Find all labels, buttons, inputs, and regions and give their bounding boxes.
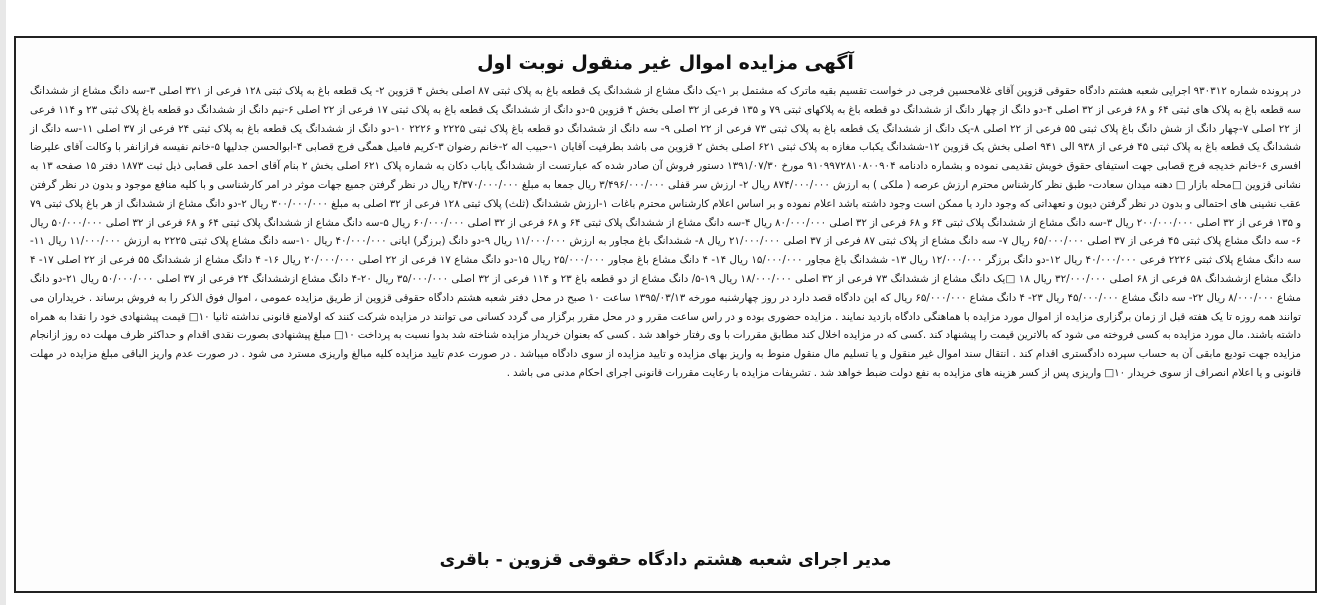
- notice-body: در پرونده شماره ۹۳۰۳۱۲ اجرایی شعبه هشتم دادگاه حقوقی قزوین آقای غلامحسین فرجی در خواست تقسیم بقیه ماترک که مشتمل بر ۱-یک دانگ مشاع از ششدانگ یک قطعه باغ به پلاک ثبتی ۸۷ اصلی بخش ۴ قزوین ۲- یک قطعه باغ به پلاک ثبتی ۱۲۸ فرعی از ۳۲۱ اصلی ۳-سه دانگ مشاع از ششدانگ سه قطعه باغ به پلاک های ثبتی ۶۴ و ۶۸ فرعی از ۳۲ اصلی ۴-دو دانگ از چهار دانگ از ششدانگ دو قطعه باغ به پلاکهای ثبتی ۷۹ و ۱۳۵ فرعی از ۳۲ اصلی بخش ۴ قزوین ۵-دو دانگ از ششدانگ یک قطعه باغ به پلاک ثبتی ۱۷ فرعی از ۲۲ اصلی ۶-نیم دانگ از ششدانگ دو قطعه باغ پلاک ثبتی ۲۳ و ۱۱۴ فرعی از ۲۲ اصلی ۷-چهار دانگ از شش دانگ باغ پلاک ثبتی ۵۵ فرعی از ۲۲ اصلی ۸-یک دانگ از ششدانگ یک قطعه باغ به پلاک ثبتی ۷۳ فرعی از ۲۲ اصلی ۹- سه دانگ از ششدانگ دو قطعه باغ پلاک ثبتی ۲۲۲۵ و ۲۲۲۶ ۱۰-دو دانگ از ششدانگ یک قطعه باغ به پلاک ثبتی ۲۴ فرعی از ۳۷ اصلی ۱۱-سه دانگ از ششدانگ یک قطعه باغ به پلاک ثبتی ۴۵ فرعی از ۹۳۸ الی ۹۴۱ اصلی بخش یک قزوین ۱۲-ششدانگ یکباب مغازه به پلاک ثبتی ۶۲۱ اصلی بخش ۲ قزوین می باشد بطرفیت آقایان ۱-حبیب اله ۲-خانم رضوان ۳-کریم فامیل همگی فرج قصابی ۴-ابوالحسن جدلیها ۵-خانم نفیسه فرازانفر با وکالت آقای علیرضا افسری ۶-خانم خدیجه فرج قصابی جهت استیفای حقوق خویش تقدیمی نموده و بشماره دادنامه ۹۱۰۹۹۷۲۸۱۰۸۰۰۹۰۴ مورخ ۱۳۹۱/۰۷/۳۰ دستور فروش آن صادر شده که عبارتست از ششدانگ یاباب دکان به شماره پلاک ۶۲۱ اصلی بخش ۲ بنام آقای احمد علی قصابی ذیل ثبت ۱۸۷۳ دفتر ۱۵ صفحه ۱۳ به نشانی قزوین □محله بازار □ دهنه میدان سعادت- طبق نظر کارشناس محترم ارزش عرصه ( ملکی ) به ارزش ۸۷۴/۰۰۰/۰۰۰ ریال ۲- ارزش سر قفلی ۳/۴۹۶/۰۰۰/۰۰۰ ریال جمعا به مبلغ ۴/۳۷۰/۰۰۰/۰۰۰ ریال در نظر گرفتن جمیع جهات موثر در امر کارشناسی و با کلیه منافع موجود و بدون در نظر گرفتن عقب نشینی های احتمالی و بدون در نظر گرفتن دیون و تعهداتی که وجود دارد یا ممکن است وجود داشته باشد اعلام نموده و بر اساس اعلام کارشناس محترم باغات ۱-ارزش ششدانگ (ثلث) پلاک ثبتی ۱۲۸ فرعی از ۳۲ اصلی به مبلغ ۳۰۰/۰۰۰/۰۰۰ ریال ۲-دو دانگ مشاع از ششدانگ از هر باغ پلاک ثبتی ۷۹ و ۱۳۵ فرعی از ۳۲ اصلی ۲۰۰/۰۰۰/۰۰۰ ریال ۳-سه دانگ مشاع از ششدانگ پلاک ثبتی ۶۴ و ۶۸ فرعی از ۳۲ اصلی ۸۰/۰۰۰/۰۰۰ ریال ۴-سه دانگ مشاع از ششدانگ پلاک ثبتی ۶۴ و ۶۸ فرعی از ۳۲ اصلی ۶۰/۰۰۰/۰۰۰ ریال ۵-سه دانگ مشاع از ششدانگ پلاک ثبتی ۶۴ و ۶۸ فرعی از ۳۲ اصلی ۵۰/۰۰۰/۰۰۰ ریال ۶- سه دانگ مشاع پلاک ثبتی ۴۵ فرعی از ۳۷ اصلی ۶۵/۰۰۰/۰۰۰ ریال ۷- سه دانگ مشاع از پلاک ثبتی ۸۷ فرعی از ۳۷ اصلی ۲۱/۰۰۰/۰۰۰ ریال ۸- ششدانگ باغ مجاور به ارزش ۱۱/۰۰۰/۰۰۰ ریال ۹-دو دانگ (برزگر) ایانی ۴۰/۰۰۰/۰۰۰ ریال ۱۰-سه دانگ مشاع پلاک ثبتی ۲۲۲۵ به ارزش ۱۱/۰۰۰/۰۰۰ ریال ۱۱-سه دانگ مشاع پلاک ثبتی ۲۲۲۶ فرعی ۴۰/۰۰۰/۰۰۰ ریال ۱۲-دو دانگ برزگر ۱۲/۰۰۰/۰۰۰ ریال ۱۳- ششدانگ باغ مجاور ۱۵/۰۰۰/۰۰۰ ریال ۱۴- ۴ دانگ مشاع باغ مجاور ۲۵/۰۰۰/۰۰۰ ریال ۱۵-دو دانگ مشاع ۱۷ فرعی از ۲۲ اصلی ۲۰/۰۰۰/۰۰۰ ریال ۱۶- ۴ دانگ مشاع از ششدانگ ۵۵ فرعی از ۲۲ اصلی ۱۷- ۴ دانگ مشاع ازششدانگ ۵۸ فرعی از ۶۸ اصلی ۳۲/۰۰۰/۰۰۰ ریال ۱۸ □یک دانگ مشاع از ششدانگ ۷۳ فرعی از ۳۲ اصلی ۱۸/۰۰۰/۰۰۰ ریال ۱۹-۵/ دانگ مشاع از دو قطعه باغ ۲۳ و ۱۱۴ فرعی از ۳۲ اصلی ۳۵/۰۰۰/۰۰۰ ریال ۲۰-۴ دانگ مشاع ازششدانگ ۲۴ فرعی از ۳۷ اصلی ۵۰/۰۰۰/۰۰۰ ریال ۲۱-دو دانگ مشاع ۸/۰۰۰/۰۰۰ ریال ۲۲- سه دانگ مشاع ۴۵/۰۰۰/۰۰۰ ریال ۲۳- ۴ دانگ مشاع ۶۵/۰۰۰/۰۰۰ ریال که این دادگاه قصد دارد در روز چهارشنبه مورخه ۱۳۹۵/۰۳/۱۳ ساعت ۱۰ صبح در محل دفتر شعبه هشتم دادگاه حقوقی قزوین از طریق مزایده عمومی ، اموال فوق الذکر را به فروش برساند . خریداران می توانند همه روزه تا یک هفته قبل از زمان برگزاری مزایده از اموال مورد مزایده با هماهنگی دادگاه بازدید نمایند . مزایده حضوری بوده و در راس ساعت مقرر و در محل مقرر برگزار می گردد کسانی می توانند در مزایده شرکت کنند که اولامنع قانونی نداشته ثانیا ۱۰□ قیمت پیشنهادی خود را نقدا به همراه داشته باشند. مال مورد مزایده به کسی فروخته می شود که بالاترین قیمت را پیشنهاد کند .کسی که در مزایده اخلال کند مطابق مقررات با وی رفتار خواهد شد . کسی که بعنوان خریدار مزایده شناخته شد بدوا نسبت به پرداخت ۱۰□ مبلغ پیشنهادی بصورت نقدی اقدام و حداکثر ظرف مهلت ده روز ازانجام مزایده جهت تودیع مابقی آن به حساب سپرده دادگستری اقدام کند . انتقال سند اموال غیر منقول و یا تسلیم مال منقول منوط به واریز بهای مزایده و تایید مزایده از سوی دادگاه میباشد . در صورت عدم تایید مزایده کلیه مبالغ واریزی مسترد می شود . در صورت عدم واریز الباقی مبلغ مزایده در مهلت قانونی و یا اعلام انصراف از سوی خریدار ۱۰□ واریزی پس از کسر هزینه های مزایده به نفع دولت ضبط خواهد شد . تشریفات مزایده با رعایت مقررات قانونی اجرای احکام مدنی می باشد .: [30, 85, 1302, 379]
- scan-edge: [0, 0, 6, 605]
- top-blank-band: [0, 0, 1331, 34]
- notice-signature: مدیر اجرای شعبه هشتم دادگاه حقوقی قزوین - باقری: [439, 550, 892, 570]
- notice-title: آگهی مزایده اموال غیر منقول نوبت اول: [477, 52, 854, 74]
- notice-frame: [14, 36, 1317, 593]
